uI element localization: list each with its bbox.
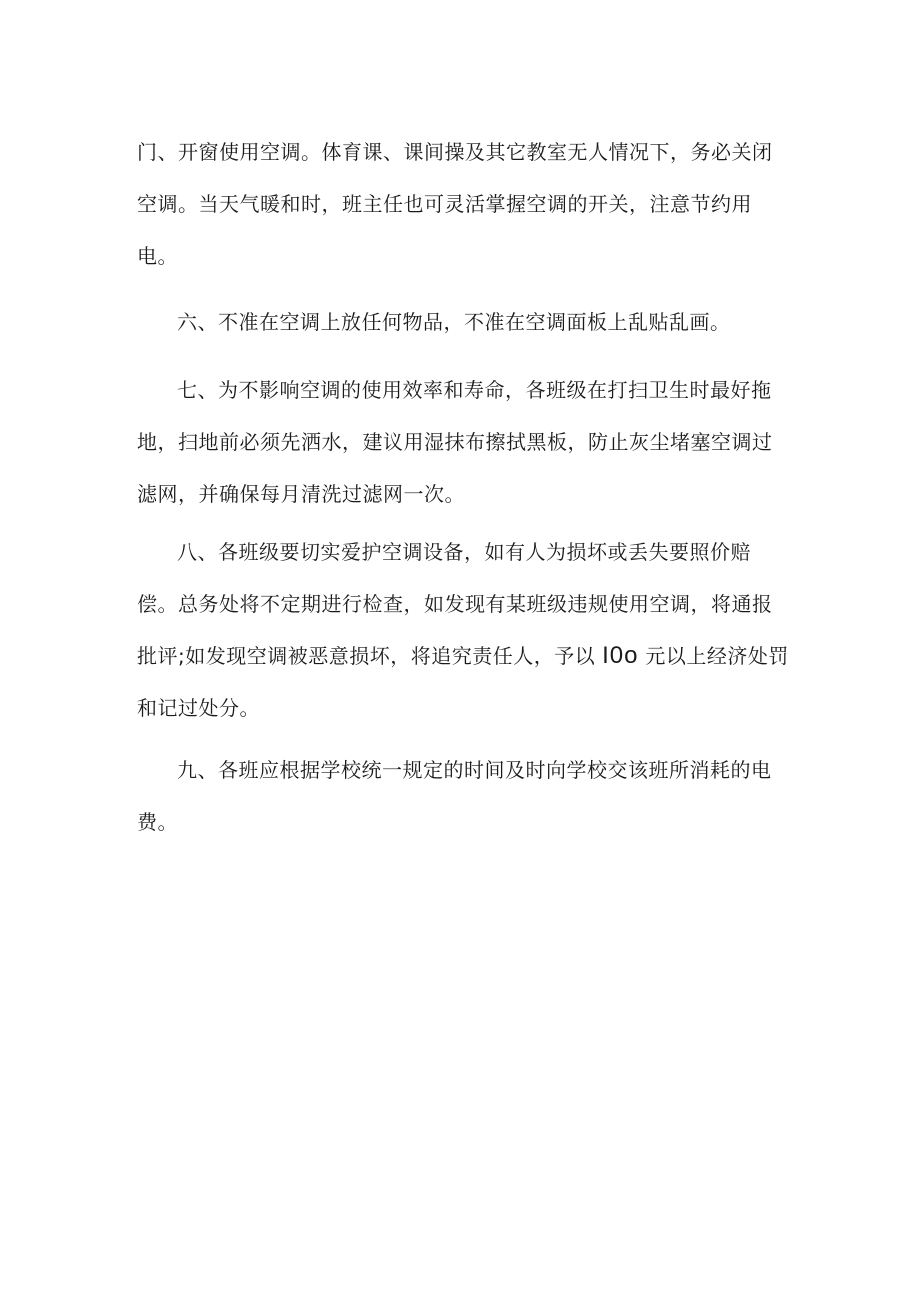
text-line: 地，扫地前必须先洒水，建议用湿抹布擦拭黑板，防止灰尘堵塞空调过 bbox=[137, 430, 773, 454]
fine-amount: I0o bbox=[602, 642, 639, 669]
text-line: 和记过处分。 bbox=[137, 696, 260, 720]
text-segment: 批评;如发现空调被恶意损坏，将追究责任人，予以 bbox=[137, 644, 596, 668]
text-segment: 元以上经济处罚 bbox=[645, 644, 789, 668]
text-line: 空调。当天气暖和时，班主任也可灵活掌握空调的开关，注意节约用 bbox=[137, 192, 752, 216]
text-line: 七、为不影响空调的使用效率和寿命，各班级在打扫卫生时最好拖 bbox=[177, 378, 772, 402]
text-line: 偿。总务处将不定期进行检查，如发现有某班级违规使用空调，将通报 bbox=[137, 592, 773, 616]
paragraph-item-8 bbox=[137, 526, 787, 734]
text-line: 门、开窗使用空调。体育课、课间操及其它教室无人情况下，务必关闭 bbox=[137, 140, 773, 164]
paragraph-item-7 bbox=[137, 364, 787, 520]
paragraph-item-6 bbox=[137, 296, 787, 348]
text-line: 九、各班应根据学校统一规定的时间及时向学校交该班所消耗的电 bbox=[177, 758, 772, 782]
paragraph-continuation bbox=[137, 126, 787, 282]
text-line-with-number bbox=[137, 630, 787, 682]
text-line: 电。 bbox=[137, 244, 178, 268]
text-line: 滤网，并确保每月清洗过滤网一次。 bbox=[137, 482, 465, 506]
text-line: 八、各班级要切实爱护空调设备，如有人为损坏或丢失要照价赔 bbox=[177, 540, 751, 564]
paragraph-item-9 bbox=[137, 744, 787, 848]
text-line: 六、不准在空调上放任何物品，不准在空调面板上乱贴乱画。 bbox=[177, 310, 731, 334]
text-line: 费。 bbox=[137, 810, 178, 834]
